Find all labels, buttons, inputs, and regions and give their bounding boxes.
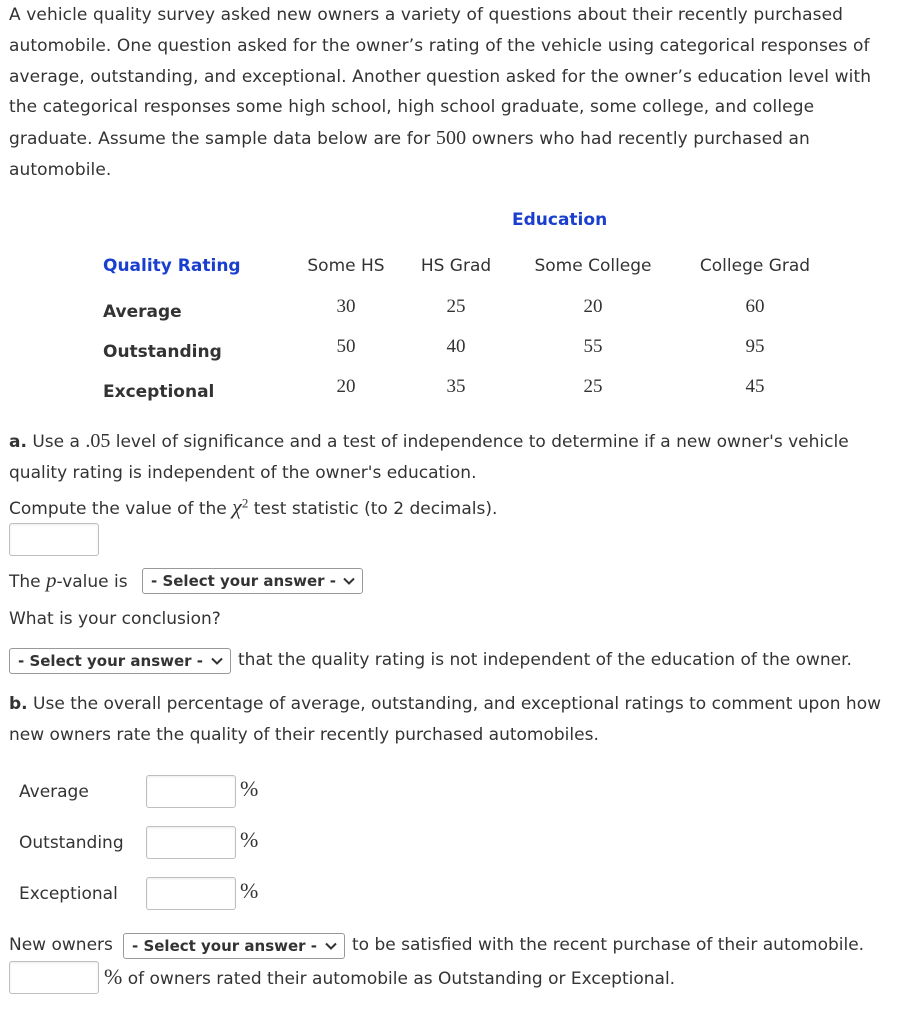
intro-line-3: average, outstanding, and exceptional. Another question asked for the owner’s education level with <box>9 66 872 87</box>
exceptional-percent-unit: % <box>240 878 259 903</box>
row-label-exceptional: Exceptional <box>103 382 215 402</box>
conclusion-question: What is your conclusion? <box>9 609 221 629</box>
chi-superscript: 2 <box>241 495 249 511</box>
cell-average-some-hs: 30 <box>336 296 356 317</box>
pvalue-prompt: The p-value is <box>9 568 128 592</box>
exceptional-percent-input[interactable] <box>146 877 236 910</box>
intro-line-6: automobile. <box>9 159 112 180</box>
cell-outstanding-some-college: 55 <box>583 336 603 357</box>
cell-exceptional-some-college: 25 <box>583 376 603 397</box>
part-a-text: a. Use a .05 level of significance and a test of independence to determine if a new owner's vehicle quality rating is independent of the owner's education. <box>9 430 849 483</box>
chi-symbol: χ <box>232 494 242 519</box>
cell-exceptional-college-grad: 45 <box>745 376 765 397</box>
chevron-down-icon <box>324 939 338 953</box>
new-owners-text: to be satisfied with the recent purchase of their automobile. <box>352 935 865 955</box>
intro-line-2: automobile. One question asked for the owner’s rating of the vehicle using categorical responses of <box>9 35 870 56</box>
conclusion-text: that the quality rating is not independent of the education of the owner. <box>238 650 852 670</box>
alpha-value: .05 <box>85 430 111 452</box>
intro-line-4: the categorical responses some high school, high school graduate, some college, and college <box>9 97 815 118</box>
row-label-outstanding: Outstanding <box>103 342 222 362</box>
exceptional-label: Exceptional <box>19 884 118 904</box>
chevron-down-icon <box>210 654 224 668</box>
conclusion-select[interactable]: - Select your answer - <box>9 648 231 674</box>
outstanding-label: Outstanding <box>19 833 124 853</box>
cell-average-some-college: 20 <box>583 296 603 317</box>
part-b-text: b. Use the overall percentage of average, outstanding, and exceptional ratings to comment upon how new owners rate the quality of their recently purchased automobiles. <box>9 694 882 745</box>
pvalue-select[interactable]: - Select your answer - <box>142 568 363 594</box>
outstanding-percent-unit: % <box>240 827 259 852</box>
average-label: Average <box>19 782 89 802</box>
cell-outstanding-hs-grad: 40 <box>446 336 466 357</box>
part-a-label: a. <box>9 432 27 452</box>
cell-average-hs-grad: 25 <box>446 296 466 317</box>
education-header: Education <box>512 210 608 230</box>
compute-prompt: Compute the value of the $\chi^2$ test statistic (to 2 decimals). <box>9 494 498 519</box>
average-percent-input[interactable] <box>146 775 236 808</box>
p-symbol: p <box>46 568 57 592</box>
cell-exceptional-some-hs: 20 <box>336 376 356 397</box>
outstanding-or-exceptional-input[interactable] <box>9 961 99 994</box>
quality-rating-header: Quality Rating <box>103 256 241 276</box>
col-header-some-hs: Some HS <box>307 256 385 276</box>
col-header-college-grad: College Grad <box>699 256 811 276</box>
row-label-average: Average <box>103 302 182 322</box>
cell-outstanding-college-grad: 95 <box>745 336 765 357</box>
cell-average-college-grad: 60 <box>745 296 765 317</box>
chi-square-input[interactable] <box>9 523 99 556</box>
new-owners-select[interactable]: - Select your answer - <box>123 933 345 959</box>
cell-outstanding-some-hs: 50 <box>336 336 356 357</box>
average-percent-unit: % <box>240 776 259 801</box>
col-header-hs-grad: HS Grad <box>420 256 492 276</box>
intro-line-5: graduate. Assume the sample data below are for 500 owners who had recently purchased an <box>9 127 810 150</box>
intro-line-1: A vehicle quality survey asked new owners a variety of questions about their recently purchased <box>9 5 844 25</box>
sample-size: 500 <box>435 127 467 150</box>
cell-exceptional-hs-grad: 35 <box>446 376 466 397</box>
final-statement: % of owners rated their automobile as Outstanding or Exceptional. <box>104 964 676 989</box>
new-owners-label: New owners <box>9 935 113 955</box>
intro-paragraph <box>9 0 909 186</box>
chevron-down-icon <box>342 574 356 588</box>
final-percent-unit: % <box>104 964 123 989</box>
col-header-some-college: Some College <box>534 256 652 276</box>
outstanding-percent-input[interactable] <box>146 826 236 859</box>
part-b-label: b. <box>9 694 28 714</box>
